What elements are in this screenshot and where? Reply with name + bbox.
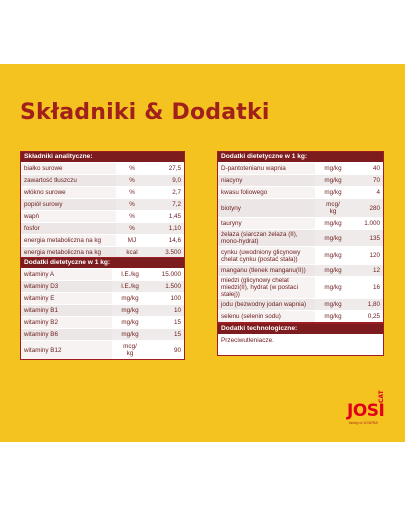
row-unit: %	[116, 199, 148, 211]
table-row	[218, 163, 383, 175]
table-row	[218, 277, 383, 299]
row-label: witaminy B2	[21, 317, 112, 329]
row-label: popiół surowy	[21, 199, 116, 211]
row-label: energia metaboliczna na kg	[21, 235, 116, 247]
dietary-table-left	[20, 257, 185, 360]
table-row	[21, 317, 184, 329]
row-unit: mg/kg	[315, 163, 351, 175]
row-unit: mg/kg	[315, 230, 351, 247]
table-row	[21, 281, 184, 293]
table-row	[218, 247, 383, 265]
table-row	[218, 299, 383, 311]
row-label: niacyny	[218, 175, 315, 187]
analytical-header: Składniki analityczne:	[21, 152, 184, 163]
row-value: 15.000	[148, 269, 184, 281]
table-row	[218, 265, 383, 277]
row-label: zawartość tłuszczu	[21, 175, 116, 187]
row-unit: mg/kg	[315, 187, 351, 199]
row-value: 12	[351, 265, 383, 277]
row-unit: mg/kg	[315, 218, 351, 230]
technological-text: Przeciwutleniacze.	[221, 337, 274, 344]
row-label: jodu (bezwodny jodan wapnia)	[218, 299, 315, 311]
row-label: manganu (tlenek manganu(II))	[218, 265, 315, 277]
table-row	[21, 235, 184, 247]
row-unit: mg/kg	[112, 293, 148, 305]
row-value: 3.500	[148, 247, 184, 259]
row-value: 16	[351, 277, 383, 299]
table-row	[21, 341, 184, 360]
row-unit: mg/kg	[112, 329, 148, 341]
table-row	[21, 211, 184, 223]
row-unit: mg/kg	[112, 317, 148, 329]
row-unit: I.E./kg	[112, 269, 148, 281]
logo-cat-text: CAT	[378, 390, 385, 403]
row-unit: mg/kg	[315, 265, 351, 277]
logo-main-text: JOSI	[347, 401, 385, 421]
row-value: 27,5	[148, 163, 184, 175]
row-unit: %	[116, 187, 148, 199]
row-value: 1,80	[351, 299, 383, 311]
row-value: 14,6	[148, 235, 184, 247]
row-unit: mg/kg	[315, 299, 351, 311]
logo-subtext: family of JOSERA	[349, 421, 378, 425]
row-value: 280	[351, 199, 383, 218]
row-unit: mg/kg	[315, 175, 351, 187]
row-unit: mg/kg	[315, 247, 351, 265]
row-value: 4	[351, 187, 383, 199]
row-value: 135	[351, 230, 383, 247]
row-label: kwasu foliowego	[218, 187, 315, 199]
row-label: biotyny	[218, 199, 315, 218]
row-label: energia metaboliczna na kg	[21, 247, 116, 259]
table-row	[21, 269, 184, 281]
row-value: 15	[148, 329, 184, 341]
row-value: 9,0	[148, 175, 184, 187]
row-value: 40	[351, 163, 383, 175]
table-row	[218, 311, 383, 323]
row-unit: %	[116, 223, 148, 235]
row-unit: I.E./kg	[112, 281, 148, 293]
josicat-logo	[347, 390, 397, 431]
row-value: 1,10	[148, 223, 184, 235]
table-row	[21, 163, 184, 175]
table-row	[218, 230, 383, 247]
row-label: wapń	[21, 211, 116, 223]
row-label: białko surowe	[21, 163, 116, 175]
row-label: fosfor	[21, 223, 116, 235]
row-label: D-pantotenianu wapnia	[218, 163, 315, 175]
row-value: 1.000	[351, 218, 383, 230]
row-unit: mcg/ kg	[315, 199, 351, 218]
page-title: Składniki & Dodatki	[20, 100, 270, 125]
row-label: witaminy E	[21, 293, 112, 305]
table-row	[218, 187, 383, 199]
row-label: tauryny	[218, 218, 315, 230]
table-row	[218, 175, 383, 187]
row-unit: MJ	[116, 235, 148, 247]
dietary-table-right	[217, 151, 384, 323]
row-value: 70	[351, 175, 383, 187]
row-value: 90	[148, 341, 184, 360]
table-row	[218, 199, 383, 218]
row-unit: mcg/ kg	[112, 341, 148, 360]
technological-box	[217, 323, 384, 356]
row-unit: %	[116, 175, 148, 187]
table-row	[21, 293, 184, 305]
row-value: 120	[351, 247, 383, 265]
row-value: 1,45	[148, 211, 184, 223]
row-label: cynku (uwodniony glicynowy chelat cynku (postać stała))	[218, 247, 315, 265]
table-row	[21, 223, 184, 235]
row-label: selenu (selenin sodu)	[218, 311, 315, 323]
table-row	[21, 305, 184, 317]
row-unit: mg/kg	[315, 277, 351, 299]
dietary-left-header: Dodatki dietetyczne w 1 kg:	[21, 258, 184, 269]
row-value: 0,25	[351, 311, 383, 323]
row-unit: %	[116, 211, 148, 223]
row-unit: %	[116, 163, 148, 175]
table-row	[21, 329, 184, 341]
row-value: 10	[148, 305, 184, 317]
row-value: 15	[148, 317, 184, 329]
row-value: 1.500	[148, 281, 184, 293]
analytical-table	[20, 151, 185, 259]
row-label: witaminy B1	[21, 305, 112, 317]
technological-header: Dodatki technologiczne:	[218, 324, 383, 334]
row-label: włókno surowe	[21, 187, 116, 199]
table-row	[218, 218, 383, 230]
row-value: 7,2	[148, 199, 184, 211]
row-value: 100	[148, 293, 184, 305]
table-row	[21, 175, 184, 187]
row-label: witaminy B6	[21, 329, 112, 341]
row-unit: mg/kg	[315, 311, 351, 323]
row-label: miedzi (glicynowy chelat miedzi(II), hydrat (w postaci stałej))	[218, 277, 315, 299]
table-row	[21, 187, 184, 199]
row-unit: mg/kg	[112, 305, 148, 317]
dietary-right-header: Dodatki dietetyczne w 1 kg:	[218, 152, 383, 163]
row-label: witaminy D3	[21, 281, 112, 293]
row-label: żelaza (siarczan żelaza (II), mono-hydrat)	[218, 230, 315, 247]
row-label: witaminy A	[21, 269, 112, 281]
table-row	[21, 199, 184, 211]
row-value: 2,7	[148, 187, 184, 199]
row-unit: kcal	[116, 247, 148, 259]
row-label: witaminy B12	[21, 341, 112, 360]
